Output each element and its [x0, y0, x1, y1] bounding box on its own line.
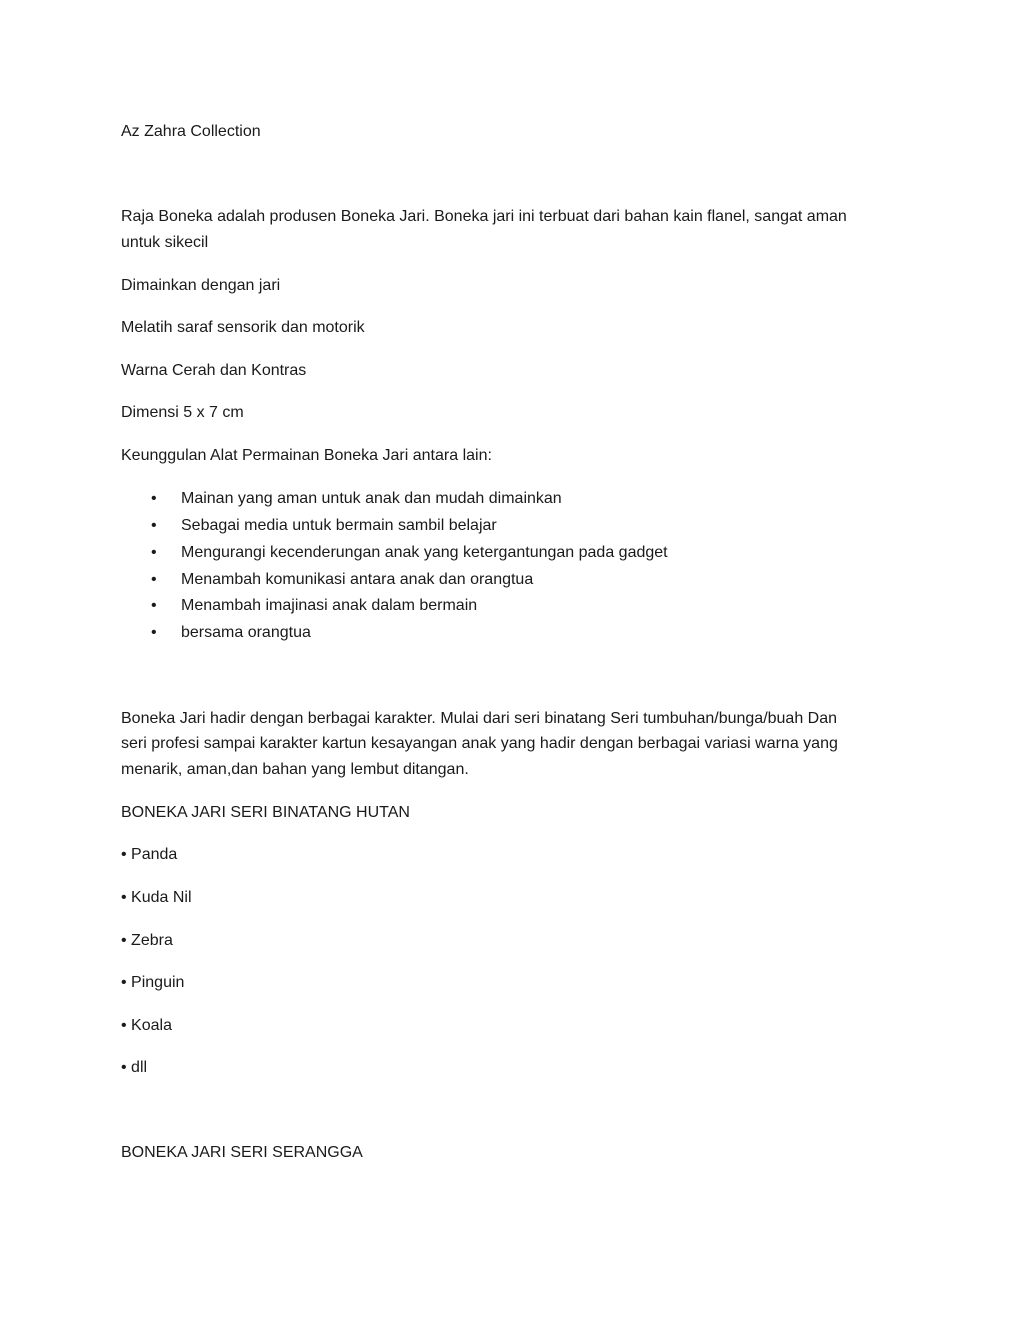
intro-line-2: untuk sikecil [121, 234, 209, 251]
bullet-icon: • [151, 597, 157, 614]
bullet-icon: • [151, 544, 157, 561]
feature-line: Melatih saraf sensorik dan motorik [121, 319, 365, 336]
advantage-text: Mainan yang aman untuk anak dan mudah dimainkan [181, 490, 562, 507]
series-serangga-heading: BONEKA JARI SERI SERANGGA [121, 1144, 363, 1161]
series-hutan-item: • Zebra [121, 932, 173, 949]
series-hutan-item: • Koala [121, 1017, 172, 1034]
series-hutan-item: • dll [121, 1059, 148, 1076]
paragraph-line: menarik, aman,dan bahan yang lembut ditangan. [121, 761, 469, 778]
bullet-icon: • [151, 624, 157, 641]
advantage-text: Menambah imajinasi anak dalam bermain [181, 597, 478, 614]
advantages-heading: Keunggulan Alat Permainan Boneka Jari antara lain: [121, 447, 492, 464]
feature-line: Dimainkan dengan jari [121, 277, 281, 294]
advantage-text: Menambah komunikasi antara anak dan orangtua [181, 571, 534, 588]
feature-line: Warna Cerah dan Kontras [121, 362, 307, 379]
bullet-icon: • [151, 490, 157, 507]
document-title: Az Zahra Collection [121, 123, 261, 140]
paragraph-line: seri profesi sampai karakter kartun kesayangan anak yang hadir dengan berbagai variasi warna yang [121, 735, 838, 752]
series-hutan-item: • Panda [121, 846, 178, 863]
paragraph-line: Boneka Jari hadir dengan berbagai karakter. Mulai dari seri binatang Seri tumbuhan/bunga/buah Dan [121, 710, 838, 727]
series-hutan-item: • Kuda Nil [121, 889, 192, 906]
advantage-text: Sebagai media untuk bermain sambil belajar [181, 517, 497, 534]
advantage-text: Mengurangi kecenderungan anak yang ketergantungan pada gadget [181, 544, 668, 561]
bullet-icon: • [151, 517, 157, 534]
advantage-text: bersama orangtua [181, 624, 311, 641]
series-hutan-heading: BONEKA JARI SERI BINATANG HUTAN [121, 804, 410, 821]
bullet-icon: • [151, 571, 157, 588]
feature-line: Dimensi 5 x 7 cm [121, 404, 244, 421]
series-hutan-item: • Pinguin [121, 974, 185, 991]
intro-line-1: Raja Boneka adalah produsen Boneka Jari. Boneka jari ini terbuat dari bahan kain flanel, sangat aman [121, 208, 847, 225]
